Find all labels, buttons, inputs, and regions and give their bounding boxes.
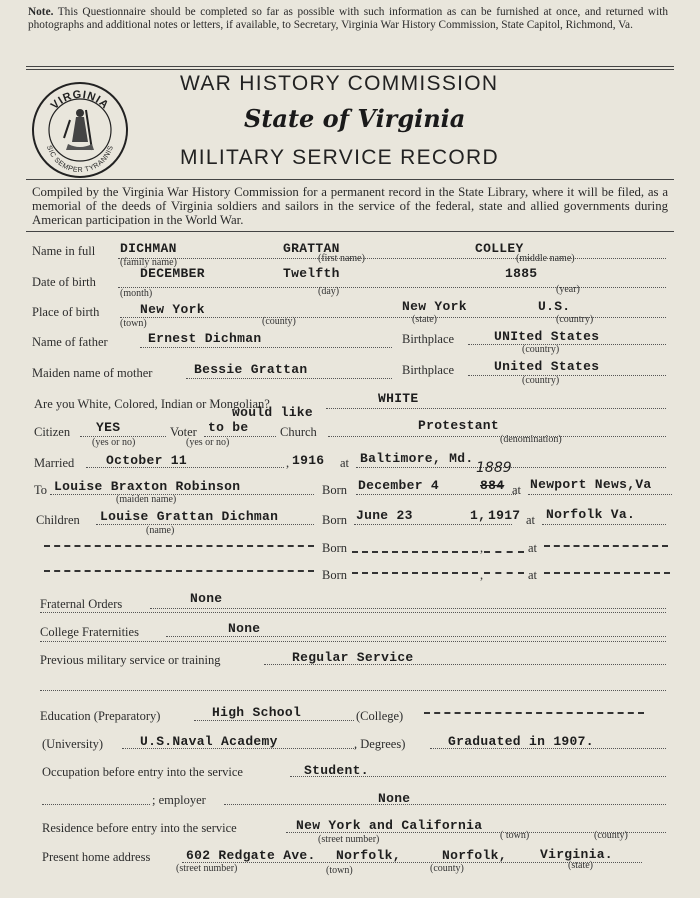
svg-text:VIRGINIA bbox=[49, 89, 112, 112]
middle-name-value[interactable]: COLLEY bbox=[475, 241, 524, 256]
previous-value[interactable]: Regular Service bbox=[292, 650, 414, 665]
dob-line bbox=[118, 287, 666, 288]
citizen-value[interactable]: YES bbox=[96, 420, 121, 435]
mother-birthplace-value[interactable]: United States bbox=[494, 359, 600, 374]
education-label: Education (Preparatory) bbox=[40, 709, 161, 723]
first-name-sub: (first name) bbox=[318, 253, 365, 264]
race-value[interactable]: WHITE bbox=[378, 391, 419, 406]
previous-label: Previous military service or training bbox=[40, 653, 221, 667]
spouse-value[interactable]: Louise Braxton Robinson bbox=[54, 479, 241, 494]
note-label: Note. bbox=[28, 6, 54, 18]
college-line[interactable] bbox=[424, 712, 644, 714]
previous-second-line bbox=[40, 690, 666, 691]
children-place-line bbox=[542, 524, 666, 525]
voter-sub: (yes or no) bbox=[186, 437, 230, 448]
spouse-year-handwritten[interactable]: 1889 bbox=[476, 460, 512, 476]
middle-name-sub: (middle name) bbox=[516, 253, 575, 264]
blank-born-label-1: Born bbox=[322, 541, 347, 555]
home-street-sub: (street number) bbox=[176, 863, 238, 874]
college-frat-label: College Fraternities bbox=[40, 625, 139, 639]
header-rule bbox=[26, 179, 674, 180]
dob-month-sub: (month) bbox=[120, 288, 153, 299]
residence-town-sub: ( town) bbox=[500, 830, 530, 841]
children-at-label: at bbox=[526, 513, 536, 527]
married-label: Married bbox=[34, 456, 75, 470]
dob-year-value[interactable]: 1885 bbox=[505, 266, 538, 281]
fraternal-value[interactable]: None bbox=[190, 591, 223, 606]
pob-town-sub: (town) bbox=[120, 318, 147, 329]
pob-town-value[interactable]: New York bbox=[140, 302, 205, 317]
fraternal-line bbox=[150, 608, 666, 609]
home-state-sub: (state) bbox=[568, 860, 593, 871]
spouse-born-label: Born bbox=[322, 483, 347, 497]
blank-born-line-1[interactable] bbox=[352, 551, 478, 553]
spouse-born-line bbox=[356, 494, 516, 495]
compiled-rule bbox=[26, 231, 674, 232]
citizen-sub: (yes or no) bbox=[92, 437, 136, 448]
dob-month-value[interactable]: DECEMBER bbox=[140, 266, 205, 281]
church-value[interactable]: Protestant bbox=[418, 418, 500, 433]
pob-state-sub: (state) bbox=[412, 314, 437, 325]
seal-bottom-text: SIC SEMPER TYRANNIS bbox=[45, 144, 115, 175]
degrees-value[interactable]: Graduated in 1907. bbox=[448, 734, 594, 749]
children-born-label: Born bbox=[322, 513, 347, 527]
family-name-value[interactable]: DICHMAN bbox=[120, 241, 177, 256]
dob-year-sub: (year) bbox=[556, 284, 580, 295]
residence-county-sub: (county) bbox=[594, 830, 628, 841]
name-line bbox=[118, 258, 666, 259]
residence-value[interactable]: New York and California bbox=[296, 818, 483, 833]
father-country-sub: (country) bbox=[522, 344, 560, 355]
blank-child-line-1[interactable] bbox=[44, 545, 314, 547]
residence-street-sub: (street number) bbox=[318, 834, 380, 845]
children-born-value[interactable]: June 23 bbox=[356, 508, 413, 523]
name-label: Name in full bbox=[32, 244, 96, 258]
voter-label: Voter bbox=[170, 425, 197, 439]
employer-line bbox=[224, 804, 666, 805]
dob-day-sub: (day) bbox=[318, 286, 340, 297]
home-street-value[interactable]: 602 Redgate Ave. bbox=[186, 848, 316, 863]
pob-label: Place of birth bbox=[32, 305, 100, 319]
father-birthplace-value[interactable]: UNIted States bbox=[494, 329, 600, 344]
degrees-label: , Degrees) bbox=[354, 737, 406, 751]
pob-county-sub: (county) bbox=[262, 316, 296, 327]
fraternal-label: Fraternal Orders bbox=[40, 597, 123, 611]
race-line bbox=[326, 408, 666, 409]
father-label: Name of father bbox=[32, 335, 108, 349]
university-value[interactable]: U.S.Naval Academy bbox=[140, 734, 278, 749]
mother-birthplace-label: Birthplace bbox=[402, 363, 455, 377]
blank-year-line-2[interactable] bbox=[484, 572, 524, 574]
spouse-at-label: at bbox=[512, 483, 522, 497]
home-town-value[interactable]: Norfolk, bbox=[336, 848, 401, 863]
blank-born-line-2[interactable] bbox=[352, 572, 478, 574]
header-record-title: MILITARY SERVICE RECORD bbox=[180, 146, 499, 169]
children-value[interactable]: Louise Grattan Dichman bbox=[100, 509, 279, 524]
mother-line bbox=[186, 378, 392, 379]
blank-at-label-1: at bbox=[528, 541, 538, 555]
spouse-label: To bbox=[34, 483, 48, 497]
mother-value[interactable]: Bessie Grattan bbox=[194, 362, 308, 377]
father-birthplace-line bbox=[468, 344, 666, 345]
blank-born-label-2: Born bbox=[322, 568, 347, 582]
father-value[interactable]: Ernest Dichman bbox=[148, 331, 262, 346]
spouse-line bbox=[50, 494, 314, 495]
children-place-value[interactable]: Norfolk Va. bbox=[546, 507, 636, 522]
children-sub: (name) bbox=[146, 525, 175, 536]
dob-label: Date of birth bbox=[32, 275, 96, 289]
church-sub: (denomination) bbox=[500, 434, 562, 445]
instructions-note bbox=[28, 6, 668, 32]
pob-state-value[interactable]: New York bbox=[402, 299, 467, 314]
note-text: This Questionnaire should be completed so far as possible with such information as can be furnished at once, and returned with photographs and additional notes or letters, if available, to Secretary, Virginia War History Commission, State Capitol, Richmond, Va. bbox=[28, 6, 668, 31]
citizen-label: Citizen bbox=[34, 425, 71, 439]
blank-comma-2: , bbox=[480, 568, 484, 582]
spouse-year-struck[interactable]: 884 bbox=[480, 478, 505, 493]
college-frat-second-line bbox=[40, 641, 666, 642]
blank-place-line-2[interactable] bbox=[544, 572, 670, 574]
first-name-value[interactable]: GRATTAN bbox=[283, 241, 340, 256]
employer-value[interactable]: None bbox=[378, 791, 411, 806]
pob-country-sub: (country) bbox=[556, 314, 594, 325]
married-at-label: at bbox=[340, 456, 350, 470]
blank-year-line-1[interactable] bbox=[484, 551, 524, 553]
college-label: (College) bbox=[356, 709, 404, 723]
home-state-value[interactable]: Virginia. bbox=[540, 847, 613, 862]
occupation-label: Occupation before entry into the service bbox=[42, 765, 243, 779]
mother-country-sub: (country) bbox=[522, 375, 560, 386]
mother-birthplace-line bbox=[468, 375, 666, 376]
pob-country-value[interactable]: U.S. bbox=[538, 299, 571, 314]
father-line bbox=[140, 347, 392, 348]
spouse-sub: (maiden name) bbox=[116, 494, 177, 505]
married-date-value[interactable]: October 11 bbox=[106, 453, 188, 468]
college-frat-value[interactable]: None bbox=[228, 621, 261, 636]
race-label: Are you White, Colored, Indian or Mongolian? bbox=[34, 397, 270, 411]
spouse-place-value[interactable]: Newport News,Va bbox=[530, 477, 652, 492]
home-town-sub: (town) bbox=[326, 865, 353, 876]
children-year-prefix: 1, bbox=[470, 508, 487, 523]
compiled-statement: Compiled by the Virginia War History Commission for a permanent record in the State Library, where it will be filed, as a memorial of the deeds of Virginia soldiers and sailors in the service of the federal, state and allied governments during American participation in the World War. bbox=[32, 185, 668, 227]
church-line bbox=[328, 436, 666, 437]
education-value[interactable]: High School bbox=[212, 705, 302, 720]
home-county-sub: (county) bbox=[430, 863, 464, 874]
seal-top-text: VIRGINIA bbox=[48, 88, 112, 112]
family-name-sub: (family name) bbox=[120, 257, 177, 268]
children-label: Children bbox=[36, 513, 80, 527]
header-state: State of Virginia bbox=[244, 104, 466, 133]
virginia-seal-icon bbox=[30, 80, 130, 180]
voter-value[interactable]: to be bbox=[208, 420, 249, 435]
married-place-value[interactable]: Baltimore, Md. bbox=[360, 451, 474, 466]
dob-day-value[interactable]: Twelfth bbox=[283, 266, 340, 281]
church-label: Church bbox=[280, 425, 317, 439]
university-label: (University) bbox=[42, 737, 104, 751]
married-year-value[interactable]: 1916 bbox=[292, 453, 325, 468]
college-frat-line bbox=[166, 636, 666, 637]
children-line bbox=[96, 524, 314, 525]
employer-prefix-line bbox=[42, 804, 150, 805]
employer-label: ; employer bbox=[152, 793, 206, 807]
fraternal-second-line bbox=[40, 612, 666, 613]
children-born-line bbox=[354, 524, 512, 525]
top-rule bbox=[26, 66, 674, 67]
occupation-value[interactable]: Student. bbox=[304, 763, 369, 778]
mother-label: Maiden name of mother bbox=[32, 366, 153, 380]
spouse-place-line bbox=[528, 494, 672, 495]
blank-at-label-2: at bbox=[528, 568, 538, 582]
top-rule-2 bbox=[26, 69, 674, 70]
blank-child-line-2[interactable] bbox=[44, 570, 314, 572]
header-commission: WAR HISTORY COMMISSION bbox=[180, 72, 499, 95]
home-label: Present home address bbox=[42, 850, 151, 864]
children-year-value[interactable]: 1917 bbox=[488, 508, 521, 523]
blank-comma-1: , bbox=[480, 541, 484, 555]
education-line bbox=[194, 720, 354, 721]
residence-label: Residence before entry into the service bbox=[42, 821, 237, 835]
father-birthplace-label: Birthplace bbox=[402, 332, 455, 346]
home-county-value[interactable]: Norfolk, bbox=[442, 848, 507, 863]
spouse-born-value[interactable]: December 4 bbox=[358, 478, 440, 493]
blank-place-line-1[interactable] bbox=[544, 545, 668, 547]
voter-extra-value[interactable]: would like bbox=[232, 405, 314, 420]
